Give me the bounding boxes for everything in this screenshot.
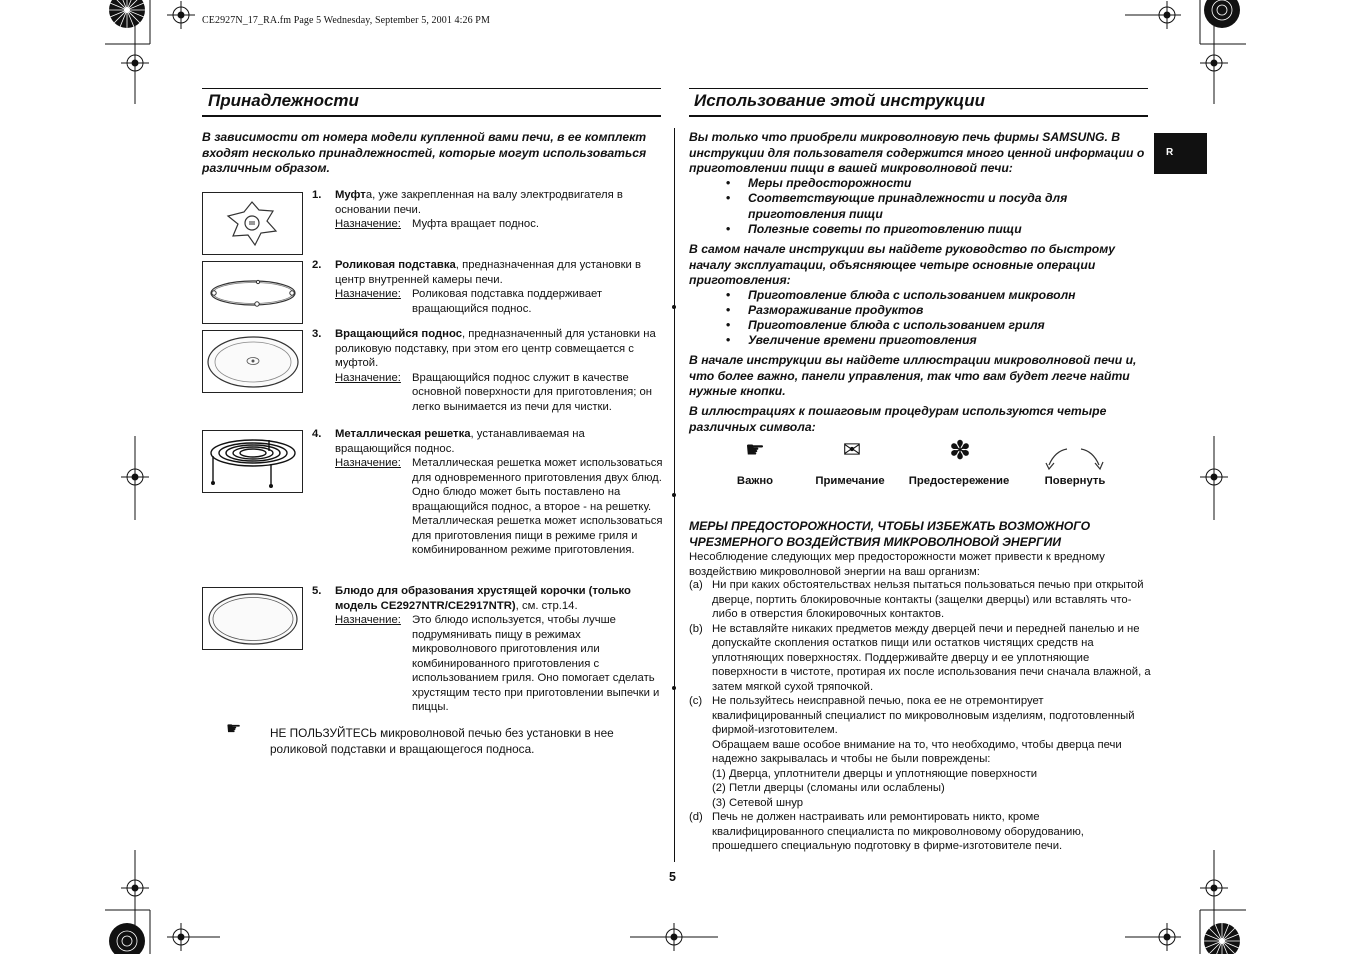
metal-rack-icon	[203, 431, 302, 492]
bullet-text: Приготовление блюда с использованием микроволн	[748, 288, 1076, 302]
symbol-label-important: Важно	[736, 475, 774, 487]
coupler-image	[202, 192, 303, 255]
safety-subitem-1	[689, 767, 1151, 782]
safety-subitem-3	[689, 796, 1151, 811]
safety-item-label: (a)	[689, 579, 703, 591]
item-number: 5.	[312, 585, 322, 597]
safety-item-text: Печь не должен настраивать или ремонтировать никто, кроме квалифицированного специалиста по микроволновому оборудованию, прошедшего специальную подготовку в фирме-изготовителе печи.	[712, 811, 1084, 852]
item-number: 2.	[312, 259, 322, 271]
safety-intro: Несоблюдение следующих мер предосторожности может привести к вредному воздействию микроволновой энергии на ваш организм:	[689, 551, 1105, 578]
safety-item-text: Не вставляйте никаких предметов между дверцей печи и передней панелью и не допускайте скопления остатков пищи или остатков чистящих средств на уплотняющих поверхностях. Поддерживайте дверцу и ее уплотняющие поверхности в чистоте, протирая их после использования печи сначала влажной, а затем мягкой сухой тряпочкой.	[712, 622, 1151, 693]
bullet-item: • Полезные советы по приготовлению пищи	[726, 222, 1022, 236]
bullet-text: Размораживание продуктов	[748, 303, 924, 317]
safety-item-label: (c)	[689, 695, 703, 707]
safety-item-text: Ни при каких обстоятельствах нельзя пытаться пользоваться печью при открытой дверце, портить блокировочные контакты (защелки дверцы) или вставлять что-либо в отверстия блокировочных контактов.	[712, 579, 1144, 620]
purpose-text: Вращающийся поднос служит в качестве основной поверхности для приготовления; он легко вынимается из печи для чистки.	[412, 371, 653, 413]
bullet-text: Приготовление блюда с использованием гриля	[748, 318, 1045, 332]
metal-rack-image	[202, 430, 303, 493]
safety-title: МЕРЫ ПРЕДОСТОРОЖНОСТИ, ЧТОБЫ ИЗБЕЖАТЬ ВОЗМОЖНОГО ЧРЕЗМЕРНОГО ВОЗДЕЙСТВИЯ МИКРОВОЛНОВОЙ ЭНЕРГИИ	[689, 519, 1091, 549]
symbol-label-caution: Предостережение	[908, 475, 1010, 487]
safety-item-text: Не пользуйтесь неисправной печью, пока ее не отремонтирует квалифицированный специалист по микроволновым изделиям, подготовленный фирмой-изготовителем.	[712, 695, 1135, 736]
accessory-item-2	[312, 258, 663, 316]
item-desc: , предназначенный для установки на роликовую подставку, при этом его центр совмещается с муфтой.	[335, 328, 656, 369]
crusty-plate-image	[202, 587, 303, 650]
divider-dot	[672, 305, 676, 309]
safety-item-text: (3) Сетевой шнур	[712, 796, 804, 809]
safety-item-text: (1) Дверца, уплотнители дверцы и уплотняющие поверхности	[712, 767, 1038, 780]
safety-item-d	[689, 810, 1151, 854]
left-intro: В зависимости от номера модели купленной вами печи, в ее комплект входят несколько принадлежностей, которые могут использоваться различным образом.	[202, 130, 647, 175]
safety-item-a	[689, 578, 1151, 622]
safety-item-c	[689, 694, 1151, 738]
left-title-bottom-rule	[202, 115, 661, 117]
bullet-item: • Приготовление блюда с использованием микроволн	[726, 288, 1076, 302]
safety-item-b	[689, 622, 1151, 695]
item-name: Металлическая решетка	[335, 428, 471, 440]
crusty-plate-icon	[203, 588, 302, 649]
left-title-top-rule	[202, 88, 661, 89]
bullet-item: • Меры предосторожности	[726, 176, 912, 190]
bullet-text: Увеличение времени приготовления	[748, 333, 977, 347]
safety-item-text: Обращаем ваше особое внимание на то, что необходимо, чтобы дверца печи надежно закрывалась и чтобы не были повреждены:	[712, 738, 1122, 765]
purpose-label: Назначение:	[335, 218, 401, 230]
roller-ring-image	[202, 261, 303, 324]
left-title: Принадлежности	[208, 91, 359, 110]
intro-paragraph-4: В иллюстрациях к пошаговым процедурам используются четыре различных символа:	[689, 404, 1107, 434]
bullet-item: • Соответствующие принадлежности и посуда для	[726, 191, 1068, 205]
safety-item-label: (b)	[689, 622, 703, 635]
item-name: Муфт	[335, 189, 366, 201]
purpose-label: Назначение:	[335, 371, 401, 384]
turn-over-arrows-icon	[1045, 445, 1105, 471]
purpose-text: Роликовая подставка поддерживает вращающийся поднос.	[412, 288, 603, 315]
symbol-label-note: Примечание	[815, 475, 885, 487]
safety-item-c-note	[689, 738, 1151, 767]
purpose-label: Назначение:	[335, 288, 401, 300]
purpose-text: Муфта вращает поднос.	[412, 218, 539, 230]
safety-item-text: (2) Петли дверцы (сломаны или ослаблены)	[712, 782, 945, 794]
bullet-text: Полезные советы по приготовлению пищи	[748, 222, 1022, 236]
bullet-text: Меры предосторожности	[748, 176, 912, 190]
accessory-item-1	[312, 188, 663, 232]
right-title-bottom-rule	[689, 115, 1148, 117]
accessory-item-3	[312, 327, 663, 414]
item-number: 3.	[312, 328, 322, 340]
safety-item-label: (d)	[689, 811, 703, 823]
accessory-item-5	[312, 584, 663, 715]
item-desc: а, уже закрепленная на валу электродвигателя в основании печи.	[335, 189, 623, 216]
item-name: Блюдо для образования хрустящей корочки (только модель CE2927NTR/CE2917NTR)	[335, 585, 631, 612]
accessory-item-4	[312, 427, 663, 558]
divider-dot	[672, 493, 676, 497]
safety-list	[689, 578, 1151, 854]
bullet-text: приготовления пищи	[748, 207, 883, 221]
page-number: 5	[669, 870, 676, 884]
purpose-text: Это блюдо используется, чтобы лучше подрумянивать пищу в режимах микроволнового приготовления или комбинированного приготовления с использованием гриля. Оно помогает сделать хрустящим тесто при приготовлении выпечки и пиццы.	[412, 614, 660, 713]
purpose-label: Назначение:	[335, 457, 401, 469]
turntable-icon	[203, 331, 302, 392]
hand-pointer-icon: ☛	[226, 719, 242, 738]
item-desc: , предназначенная для установки в центр внутренней камеры печи.	[335, 259, 641, 286]
item-name: Вращающийся поднос	[335, 328, 462, 340]
language-tab	[1154, 133, 1207, 174]
symbol-label-turn: Повернуть	[1044, 475, 1106, 487]
item-desc: , см. стр.14.	[515, 599, 578, 612]
intro-paragraph-3: В начале инструкции вы найдете иллюстрации микроволновой печи и, что более важно, панели управления, так что вам будет легче найти нужные кнопки.	[689, 353, 1137, 398]
purpose-text: Металлическая решетка может использоваться для одновременного приготовления двух блюд. Одно блюдо может быть поставлено на вращающийся поднос, а второе - на решетку. Металлическая решетка может использоваться для приготовления пищи в режиме гриля и комбинированном режиме приготовления.	[412, 457, 663, 556]
item-number: 4.	[312, 428, 322, 440]
language-tab-label: R	[1166, 147, 1174, 158]
warning-note: НЕ ПОЛЬЗУЙТЕСЬ микроволновой печью без установки в нее роликовой подставки и вращающегося подноса.	[270, 726, 614, 756]
right-title: Использование этой инструкции	[694, 91, 986, 110]
bullet-item: • Приготовление блюда с использованием гриля	[726, 318, 1045, 332]
right-title-top-rule	[689, 88, 1148, 89]
item-desc: , устанавливаемая на вращающийся поднос.	[335, 428, 585, 455]
item-number: 1.	[312, 189, 322, 201]
bullet-item: • Увеличение времени приготовления	[726, 333, 977, 347]
divider-dot	[672, 686, 676, 690]
roller-ring-icon	[203, 262, 302, 323]
bullet-item: • Размораживание продуктов	[726, 303, 924, 317]
note-envelope-icon: ✉	[842, 437, 862, 462]
file-header: CE2927N_17_RA.fm Page 5 Wednesday, September 5, 2001 4:26 PM	[202, 15, 490, 26]
purpose-label: Назначение:	[335, 614, 401, 626]
turntable-image	[202, 330, 303, 393]
caution-asterisk-icon: ✽	[949, 435, 971, 465]
important-hand-icon: ☛	[745, 437, 765, 462]
bullet-continuation	[748, 207, 883, 223]
bullet-text: Соответствующие принадлежности и посуда для	[748, 191, 1068, 205]
safety-subitem-2	[689, 781, 1151, 796]
intro-paragraph-2: В самом начале инструкции вы найдете руководство по быстрому началу эксплуатации, объясняющее четыре основные операции приготовления:	[689, 242, 1116, 287]
coupler-icon	[203, 193, 302, 254]
intro-paragraph-1: Вы только что приобрели микроволновую печь фирмы SAMSUNG. В инструкции для пользователя содержится много ценной информации о приготовлении пищи в вашей микроволновой печи:	[689, 130, 1145, 175]
item-name: Роликовая подставка	[335, 259, 456, 271]
